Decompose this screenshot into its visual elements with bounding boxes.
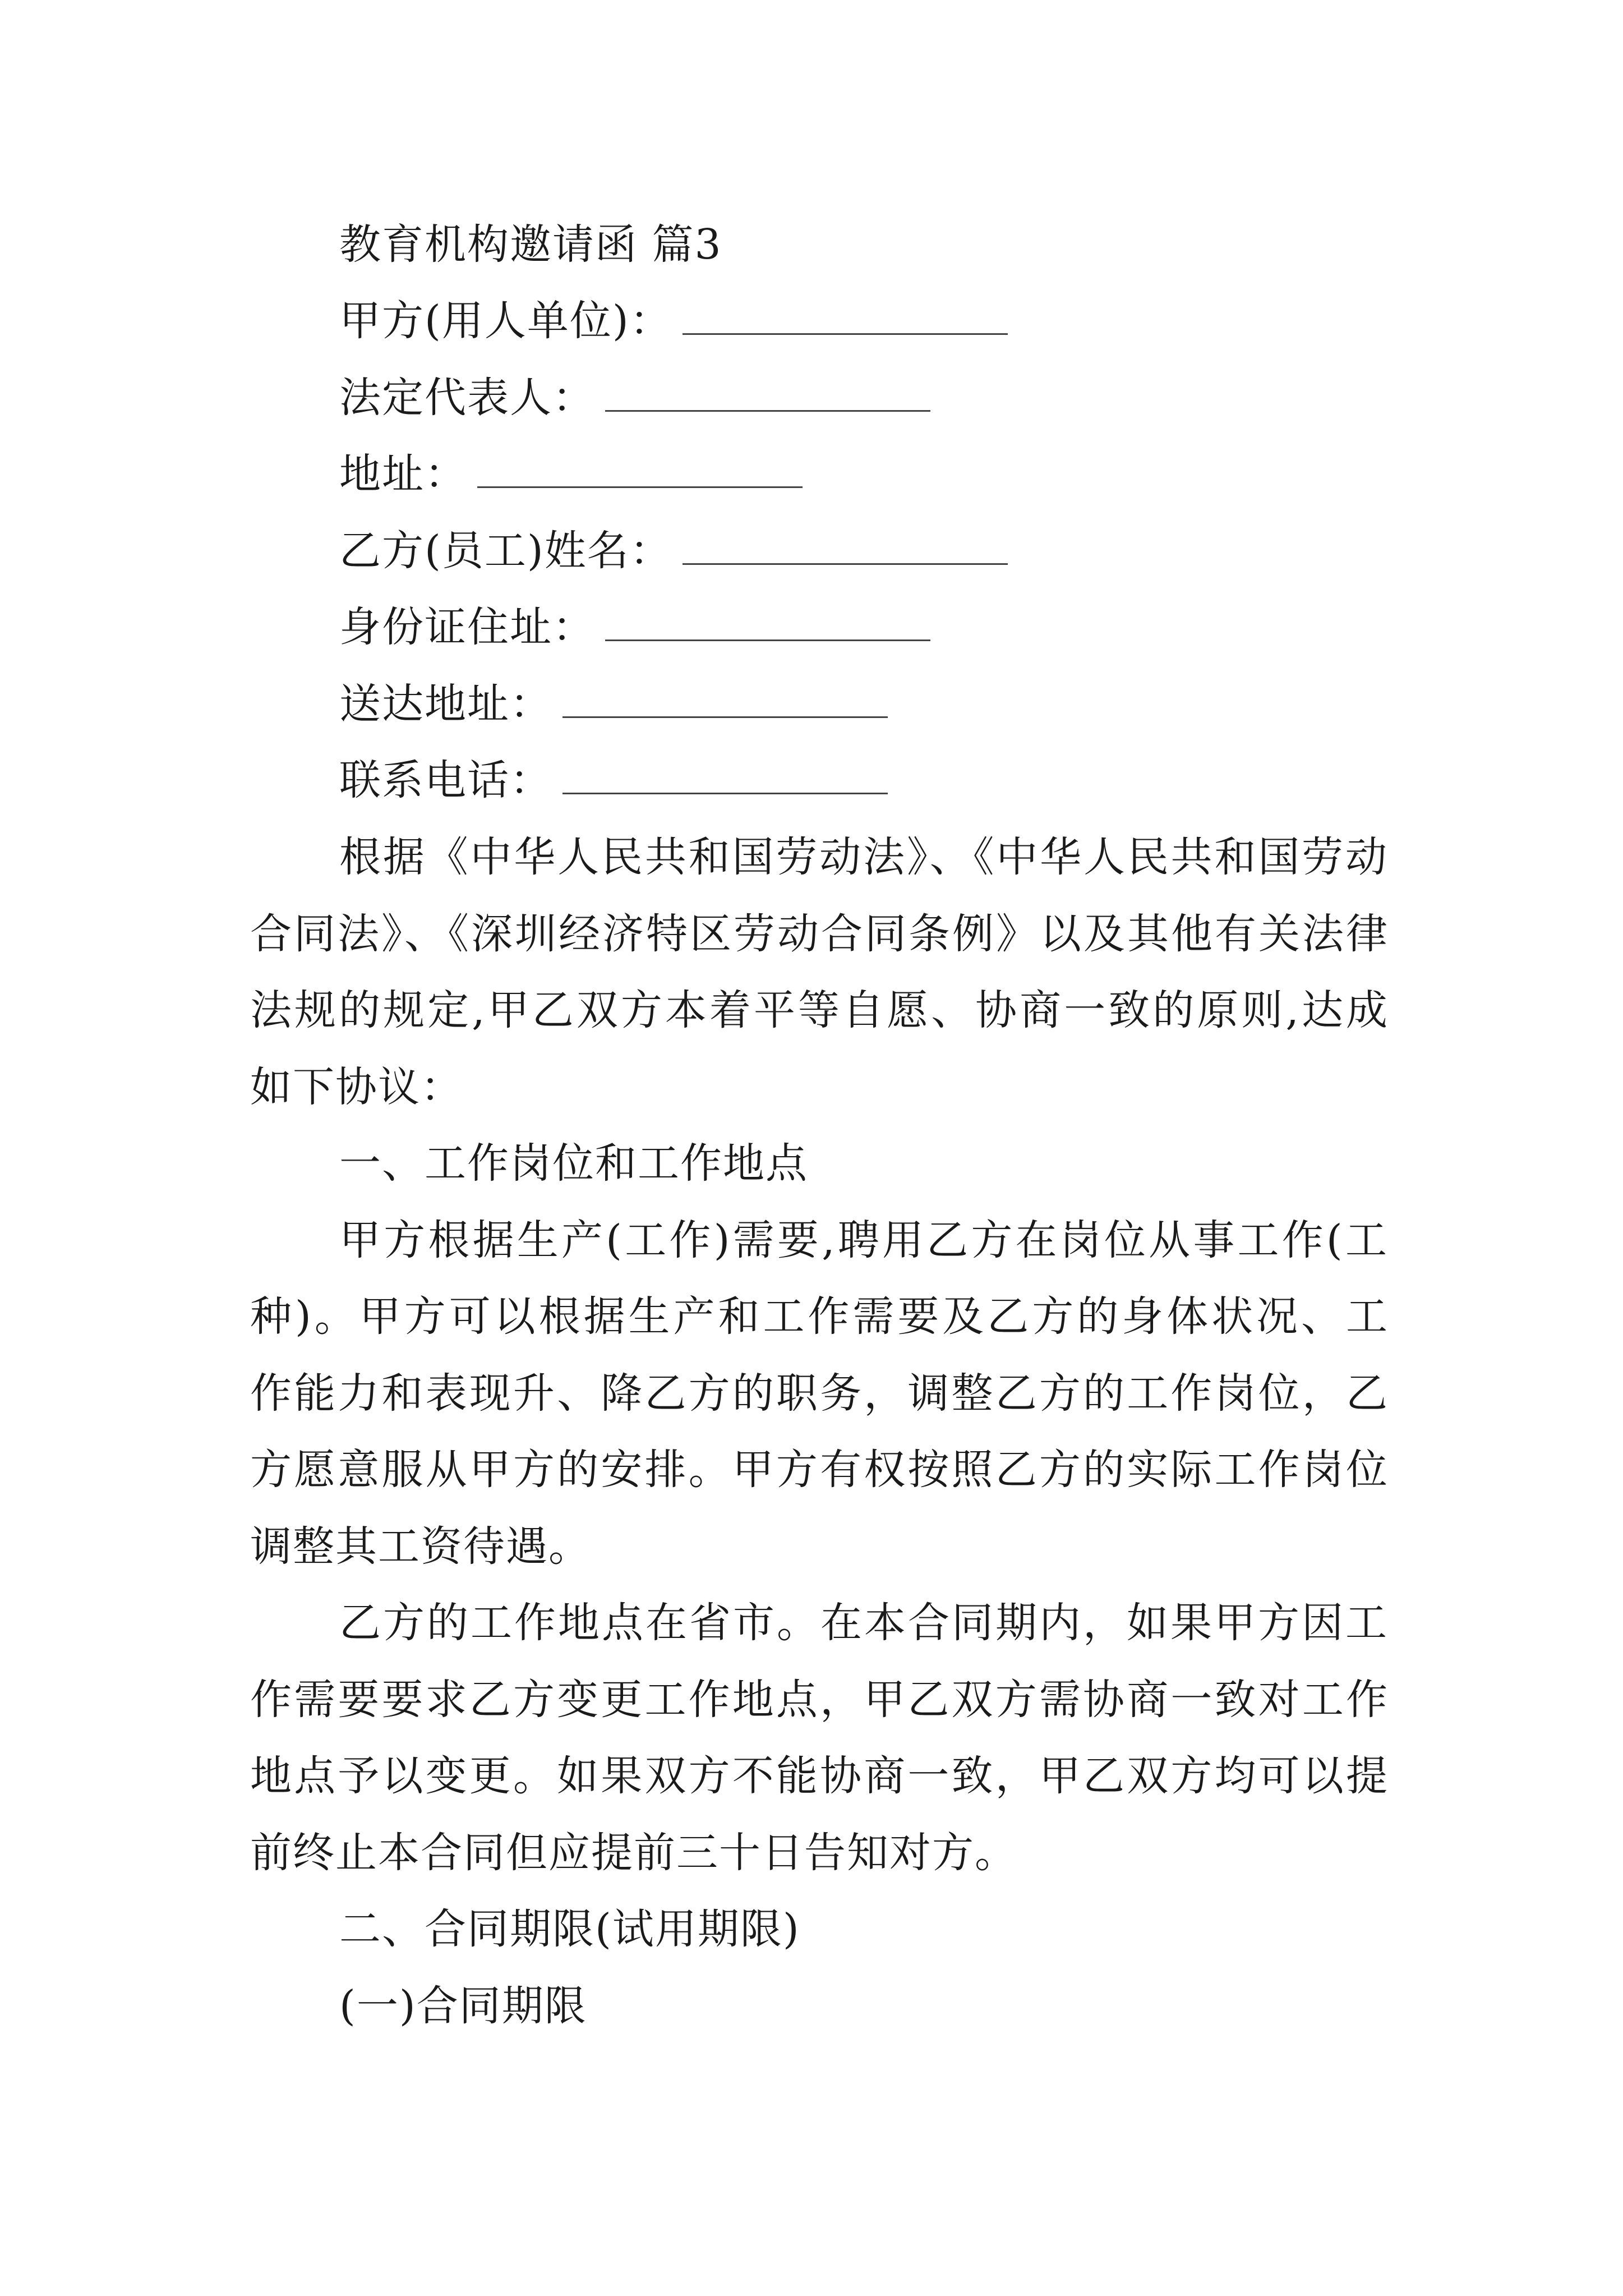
field-address <box>339 447 1388 501</box>
paragraph-line: 乙方的工作地点在省市。在本合同期内，如果甲方因工 <box>339 1599 1388 1647</box>
fill-in-blank[interactable] <box>562 756 888 794</box>
field-label: 联系电话： <box>339 756 552 804</box>
paragraph-line: 法规的规定,甲乙双方本着平等自愿、协商一致的原则,达成 <box>250 986 1389 1034</box>
paragraph-line: 合同法》、《深圳经济特区劳动合同条例》以及其他有关法律 <box>250 910 1389 958</box>
paragraph-line: 如下协议： <box>250 1063 463 1111</box>
field-employee-name <box>339 524 1388 578</box>
document-heading: 教育机构邀请函 篇3 <box>339 220 722 269</box>
field-label: 乙方(员工)姓名： <box>339 527 672 575</box>
field-label: 送达地址： <box>339 680 552 728</box>
field-employer <box>339 294 1388 348</box>
paragraph-line: 作能力和表现升、降乙方的职务，调整乙方的工作岗位，乙 <box>250 1369 1389 1418</box>
fill-in-blank[interactable] <box>477 449 803 488</box>
paragraph-line: 甲方根据生产(工作)需要,聘用乙方在岗位从事工作(工 <box>339 1216 1388 1264</box>
fill-in-blank[interactable] <box>683 296 1008 335</box>
field-label: 甲方(用人单位)： <box>339 297 672 345</box>
section-title: 二、合同期限(试用期限) <box>339 1905 800 1953</box>
subsection-title: (一)合同期限 <box>339 1982 587 2030</box>
paragraph-line: 方愿意服从甲方的安排。甲方有权按照乙方的实际工作岗位 <box>250 1446 1389 1494</box>
field-label: 身份证住址： <box>339 603 595 651</box>
fill-in-blank[interactable] <box>562 679 888 718</box>
paragraph-line: 前终止本合同但应提前三十日告知对方。 <box>250 1829 1017 1877</box>
paragraph-line: 地点予以变更。如果双方不能协商一致，甲乙双方均可以提 <box>250 1752 1389 1800</box>
paragraph-line: 种)。甲方可以根据生产和工作需要及乙方的身体状况、工 <box>250 1292 1389 1341</box>
field-legal-representative <box>339 371 1388 425</box>
field-label: 法定代表人： <box>339 374 595 422</box>
fill-in-blank[interactable] <box>683 526 1008 565</box>
fill-in-blank[interactable] <box>605 373 930 412</box>
paragraph-line: 调整其工资待遇。 <box>250 1522 591 1571</box>
paragraph-line: 根据《中华人民共和国劳动法》、《中华人民共和国劳动 <box>339 833 1388 881</box>
section-title: 一、工作岗位和工作地点 <box>339 1139 808 1188</box>
field-label: 地址： <box>339 450 467 498</box>
field-delivery-address <box>339 677 1388 731</box>
field-id-address <box>339 600 1388 654</box>
field-phone <box>339 753 1388 807</box>
paragraph-line: 作需要要求乙方变更工作地点，甲乙双方需协商一致对工作 <box>250 1676 1389 1724</box>
fill-in-blank[interactable] <box>605 602 930 641</box>
